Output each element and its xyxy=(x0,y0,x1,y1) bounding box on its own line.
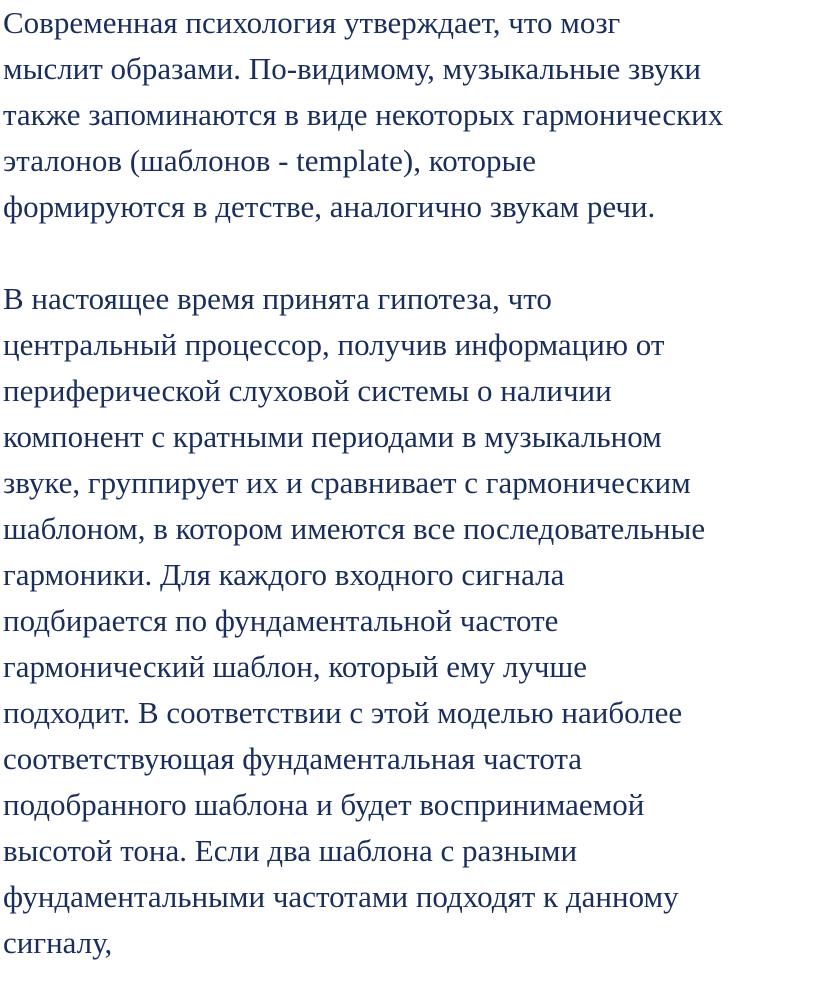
text-line: подходит. В соответствии с этой моделью наиболее xyxy=(3,695,683,730)
text-line: Современная психология утверждает, что мозг xyxy=(3,5,621,40)
text-line: периферической слуховой системы о наличии xyxy=(3,373,612,408)
text-line: высотой тона. Если два шаблона с разными xyxy=(3,833,578,868)
text-line: формируются в детстве, аналогично звукам речи. xyxy=(3,189,656,224)
text-line: гармонический шаблон, который ему лучше xyxy=(3,649,588,684)
text-line: сигналу, xyxy=(3,925,113,960)
text-line: компонент с кратными периодами в музыкальном xyxy=(3,419,662,454)
text-line: шаблоном, в котором имеются все последовательные xyxy=(3,511,706,546)
paragraph-1 xyxy=(3,0,816,230)
paragraph-2 xyxy=(3,276,816,966)
paragraph-spacer xyxy=(3,230,816,276)
text-line: фундаментальными частотами подходят к данному xyxy=(3,879,679,914)
text-line: эталонов (шаблонов - template), которые xyxy=(3,143,537,178)
text-line: подбирается по фундаментальной частоте xyxy=(3,603,559,638)
text-line: гармоники. Для каждого входного сигнала xyxy=(3,557,565,592)
text-line: мыслит образами. По-видимому, музыкальные звуки xyxy=(3,51,701,86)
text-line: В настоящее время принята гипотеза, что xyxy=(3,281,552,316)
text-line: центральный процессор, получив информацию от xyxy=(3,327,665,362)
text-line: соответствующая фундаментальная частота xyxy=(3,741,583,776)
text-line: также запоминаются в виде некоторых гармонических xyxy=(3,97,724,132)
text-line: подобранного шаблона и будет воспринимаемой xyxy=(3,787,645,822)
text-line: звуке, группирует их и сравнивает с гармоническим xyxy=(3,465,691,500)
